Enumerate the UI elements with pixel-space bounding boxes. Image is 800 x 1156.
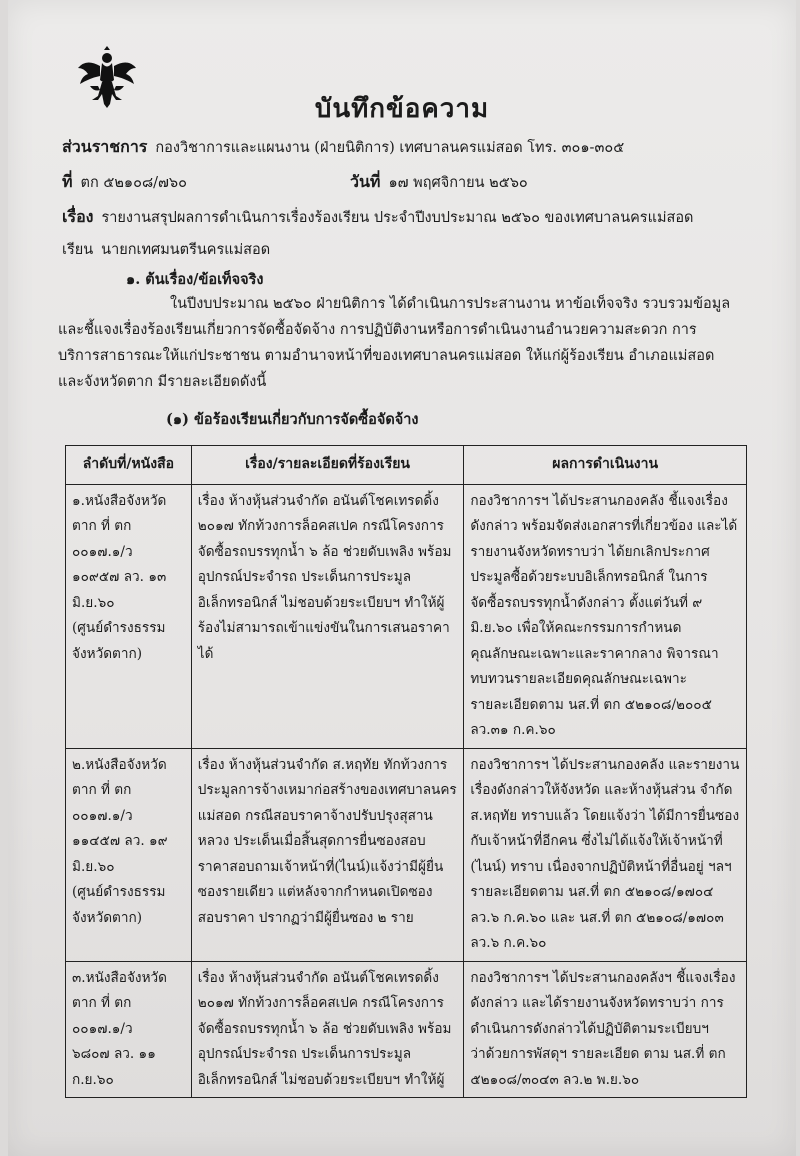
table-cell-number: ๒.หนังสือจังหวัด ตาก ที่ ตก ๐๐๑๗.๑/ว ๑๑๔๕๗ ลว. ๑๙ มิ.ย.๖๐ (ศูนย์ดำรงธรรม จังหวัดตาก) xyxy=(66,748,192,961)
column-header-detail: เรื่อง/รายละเอียดที่ร้องเรียน xyxy=(191,446,464,485)
table-header-row xyxy=(66,446,747,485)
subject-value: รายงานสรุปผลการดำเนินการเรื่องร้องเรียน ประจำปีงบประมาณ ๒๕๖๐ ของเทศบาลนครแม่สอด xyxy=(101,210,694,226)
body-paragraph: ในปีงบประมาณ ๒๕๖๐ ฝ่ายนิติการ ได้ดำเนินการประสานงาน หาข้อเท็จจริง รวบรวมข้อมูล และชี้แจงเรื่องร้องเรียนเกี่ยวการจัดซื้อจัดจ้าง การปฏิบัติงานหรือการดำเนินงานอำนวยความสะดวก การบริการสาธารณะให้แก่ประชาชน ตามอำนาจหน้าที่ของเทศบาลนครแม่สอด ให้แก่ผู้ร้องเรียน อำเภอแม่สอด และจังหวัดตาก มีรายละเอียดดังนี้ xyxy=(58,296,731,390)
complaints-table xyxy=(65,445,747,1098)
table-row xyxy=(66,748,747,961)
reference-label: ที่ xyxy=(62,172,73,191)
column-header-number: ลำดับที่/หนังสือ xyxy=(66,446,192,485)
date-value: ๑๗ พฤศจิกายน ๒๕๖๐ xyxy=(388,175,528,191)
recipient-label: เรียน xyxy=(62,242,94,258)
reference-line xyxy=(62,170,187,195)
table-cell-number: ๓.หนังสือจังหวัด ตาก ที่ ตก ๐๐๑๗.๑/ว ๖๘๐๗ ลว. ๑๑ ก.ย.๖๐ xyxy=(66,961,192,1098)
section-heading: ๑. ต้นเรื่อง/ข้อเท็จจริง xyxy=(126,271,264,288)
subject-label: เรื่อง xyxy=(62,207,94,226)
document-page xyxy=(8,0,796,1156)
table-cell-detail: เรื่อง ห้างหุ้นส่วนจำกัด อนันต์โชคเทรดดิ้ง ๒๐๑๗ ทักท้วงการล็อคสเปค กรณีโครงการ จัดซื้อรถบรรทุกน้ำ ๖ ล้อ ช่วยดับเพลิง พร้อม อุปกรณ์ประจำรถ ประเด็นการประมูล อิเล็กทรอนิกส์ ไม่ชอบด้วยระเบียบฯ ทำให้ผู้ ร้องไม่สามารถเข้าแข่งขันในการเสนอราคาได้ xyxy=(191,484,464,748)
reference-value: ตก ๕๒๑๐๘/๗๖๐ xyxy=(80,175,187,191)
table-cell-number: ๑.หนังสือจังหวัด ตาก ที่ ตก ๐๐๑๗.๑/ว ๑๐๙๕๗ ลว. ๑๓ มิ.ย.๖๐ (ศูนย์ดำรงธรรม จังหวัดตาก) xyxy=(66,484,192,748)
table-cell-result: กองวิชาการฯ ได้ประสานกองคลัง และรายงาน เรื่องดังกล่าวให้จังหวัด และห้างหุ้นส่วน จำกัด ส.หฤทัย ทราบแล้ว โดยแจ้งว่า ได้มีการยื่นซอง กับเจ้าหน้าที่อีกคน ซึ่งไม่ได้แจ้งให้เจ้าหน้าที่ (ไนน์) ทราบ เนื่องจากปฏิบัติหน้าที่อื่นอยู่ ฯลฯ รายละเอียดตาม นส.ที่ ตก ๕๒๑๐๘/๑๗๐๔ ลว.๖ ก.ค.๖๐ และ นส.ที่ ตก ๕๒๑๐๘/๑๗๐๓ ลว.๖ ก.ค.๖๐ xyxy=(464,748,747,961)
recipient-line xyxy=(62,238,270,261)
date-line xyxy=(350,170,528,195)
table-cell-detail: เรื่อง ห้างหุ้นส่วนจำกัด อนันต์โชคเทรดดิ้ง ๒๐๑๗ ทักท้วงการล็อคสเปค กรณีโครงการ จัดซื้อรถบรรทุกน้ำ ๖ ล้อ ช่วยดับเพลิง พร้อม อุปกรณ์ประจำรถ ประเด็นการประมูล อิเล็กทรอนิกส์ ไม่ชอบด้วยระเบียบฯ ทำให้ผู้ xyxy=(191,961,464,1098)
table-cell-result: กองวิชาการฯ ได้ประสานกองคลัง ชี้แจงเรื่อง ดังกล่าว พร้อมจัดส่งเอกสารที่เกี่ยวข้อง และได้ รายงานจังหวัดทราบว่า ได้ยกเลิกประกาศ ประมูลซื้อด้วยระบบอิเล็กทรอนิกส์ ในการ จัดซื้อรถบรรทุกน้ำดังกล่าว ตั้งแต่วันที่ ๙ มิ.ย.๖๐ เพื่อให้คณะกรรมการกำหนด คุณลักษณะเฉพาะและราคากลาง พิจารณา ทบทวนรายละเอียดคุณลักษณะเฉพาะ รายละเอียดตาม นส.ที่ ตก ๕๒๑๐๘/๒๐๐๕ ลว.๓๑ ก.ค.๖๐ xyxy=(464,484,747,748)
column-header-result: ผลการดำเนินงาน xyxy=(464,446,747,485)
agency-value: กองวิชาการและแผนงาน (ฝ่ายนิติการ) เทศบาลนครแม่สอด โทร. ๓๐๑-๓๐๕ xyxy=(155,140,625,156)
table-cell-result: กองวิชาการฯ ได้ประสานกองคลังฯ ชี้แจงเรื่อง ดังกล่าว และได้รายงานจังหวัดทราบว่า การ ดำเนินการดังกล่าวได้ปฏิบัติตามระเบียบฯ ว่าด้วยการพัสดุฯ รายละเอียด ตาม นส.ที่ ตก ๕๒๑๐๘/๓๐๔๓ ลว.๒ พ.ย.๖๐ xyxy=(464,961,747,1098)
table-row xyxy=(66,961,747,1098)
date-label: วันที่ xyxy=(350,172,381,191)
agency-line xyxy=(62,135,624,160)
agency-label: ส่วนราชการ xyxy=(62,137,148,156)
table-row xyxy=(66,484,747,748)
subject-line xyxy=(62,205,693,230)
subsection-heading: (๑) ข้อร้องเรียนเกี่ยวกับการจัดซื้อจัดจ้าง xyxy=(166,411,419,428)
table-cell-detail: เรื่อง ห้างหุ้นส่วนจำกัด ส.หฤทัย ทักท้วงการ ประมูลการจ้างเหมาก่อสร้างของเทศบาลนคร แม่สอด กรณีสอบราคาจ้างปรับปรุงสุสาน หลวง ประเด็นเมื่อสิ้นสุดการยื่นซองสอบ ราคาสอบถามเจ้าหน้าที่(ไนน์)แจ้งว่ามีผู้ยื่น ซองรายเดียว แต่หลังจากกำหนดเปิดซอง สอบราคา ปรากฏว่ามีผู้ยื่นซอง ๒ ราย xyxy=(191,748,464,961)
recipient-value: นายกเทศมนตรีนครแม่สอด xyxy=(101,242,271,258)
document-title: บันทึกข้อความ xyxy=(314,94,490,124)
